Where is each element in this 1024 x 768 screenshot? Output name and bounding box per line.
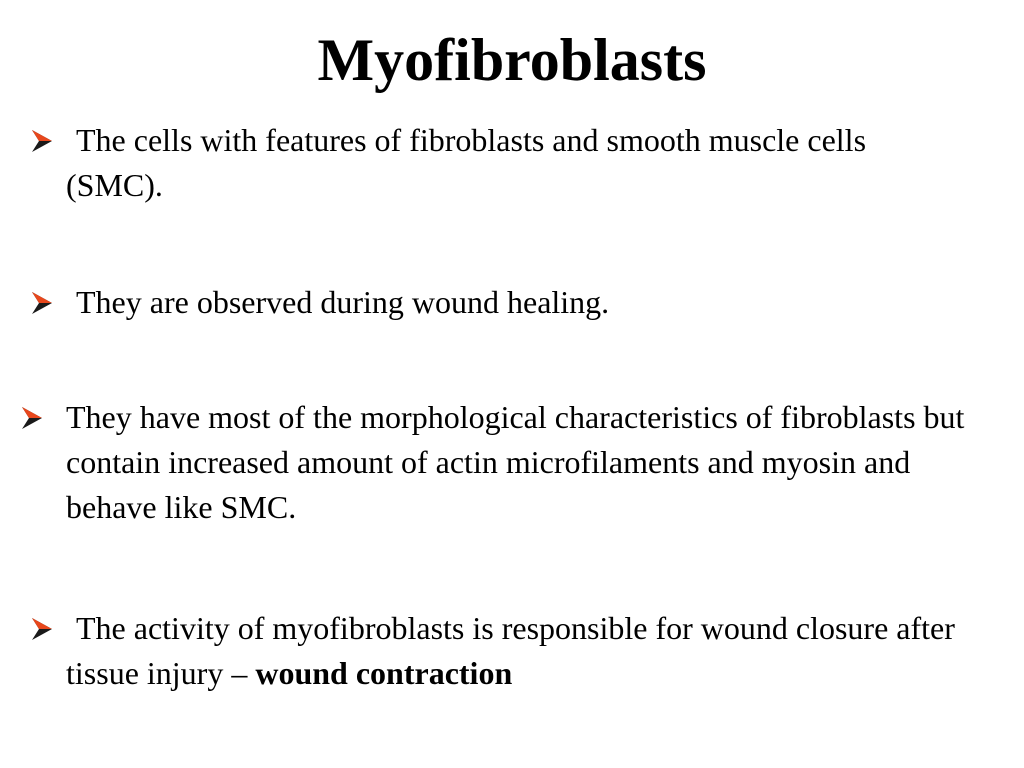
bullet-text: They are observed during wound healing.: [76, 284, 610, 320]
bullet-text: The activity of myofibroblasts is responsible for wound closure after tissue injury –: [66, 610, 955, 691]
arrowhead-bullet-icon: [30, 129, 54, 153]
bullet-emphasis: wound contraction: [255, 655, 513, 691]
arrowhead-bullet-icon: [20, 406, 44, 430]
arrowhead-bullet-icon: [30, 291, 54, 315]
bullet-item: [66, 395, 966, 530]
bullet-text: They have most of the morphological characteristics of fibroblasts but contain increased amount of actin microfilaments and myosin and behave like SMC.: [66, 399, 965, 525]
bullet-item: [66, 606, 966, 696]
bullet-item: [66, 280, 966, 325]
arrowhead-bullet-icon: [30, 617, 54, 641]
bullet-item: [66, 118, 966, 208]
slide-title: Myofibroblasts: [317, 27, 707, 93]
bullet-text: The cells with features of fibroblasts and smooth muscle cells (SMC).: [66, 122, 867, 203]
